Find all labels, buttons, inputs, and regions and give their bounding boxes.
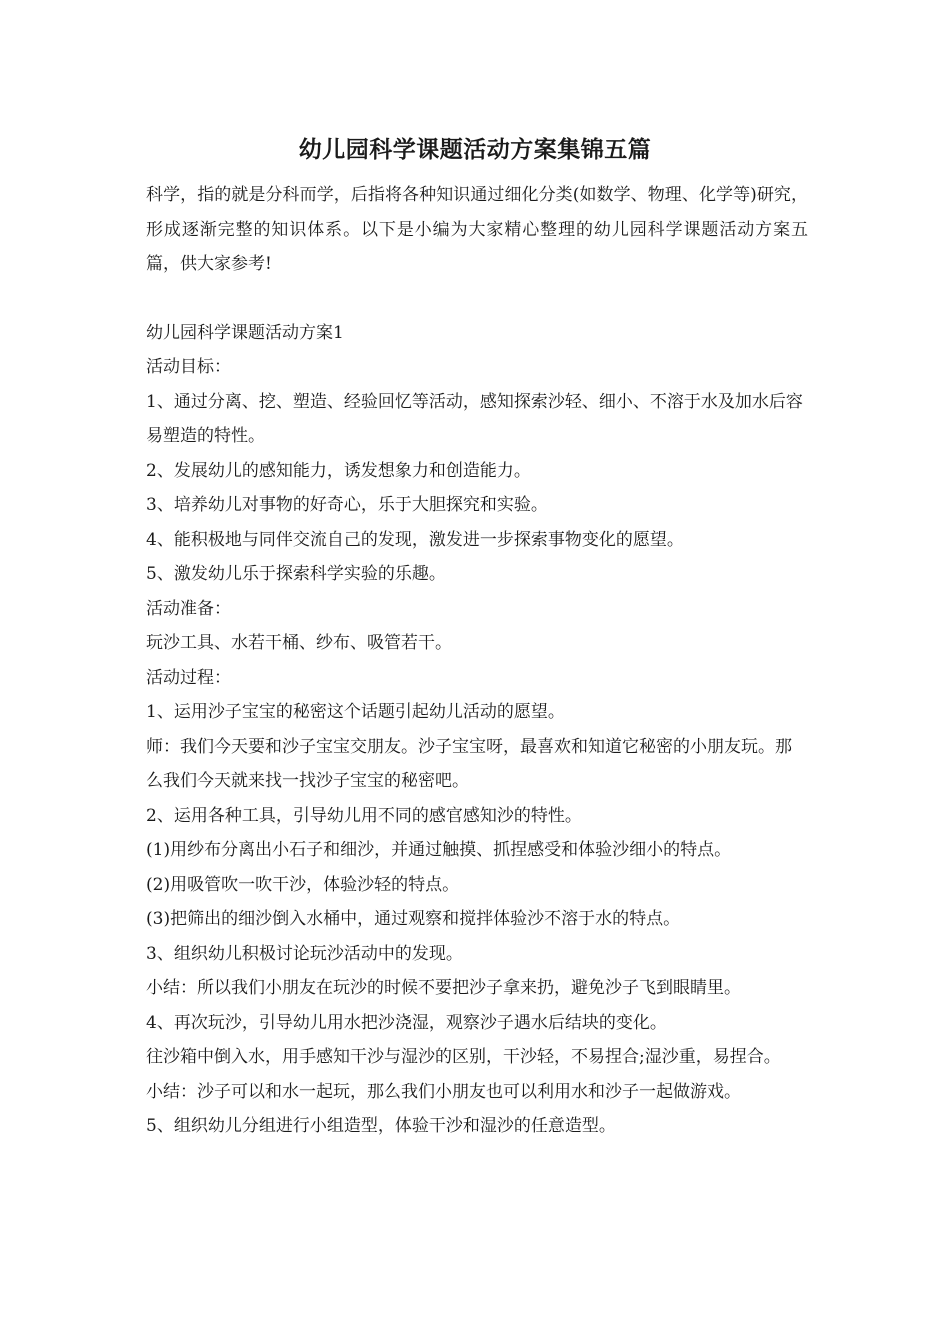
paragraph: 3、组织幼儿积极讨论玩沙活动中的发现。 — [146, 943, 463, 964]
section-heading: 幼儿园科学课题活动方案1 — [146, 322, 344, 343]
paragraph: 4、能积极地与同伴交流自己的发现，激发进一步探索事物变化的愿望。 — [146, 529, 684, 550]
paragraph: (3)把筛出的细沙倒入水桶中，通过观察和搅拌体验沙不溶于水的特点。 — [146, 909, 681, 929]
paragraph: 3、培养幼儿对事物的好奇心，乐于大胆探究和实验。 — [146, 495, 548, 515]
intro-paragraph: 科学，指的就是分科而学，后指将各种知识通过细化分类(如数学、物理、化学等)研究，形成逐渐完整的知识体系。以下是小编为大家精心整理的幼儿园科学课题活动方案五篇，供大家参考! — [146, 185, 808, 274]
document-title: 幼儿园科学课题活动方案集锦五篇 — [298, 136, 652, 163]
paragraph: 往沙箱中倒入水，用手感知干沙与湿沙的区别，干沙轻，不易捏合;湿沙重，易捏合。 — [146, 1047, 781, 1067]
document-body — [146, 178, 808, 1144]
paragraph-spacer — [146, 282, 808, 316]
subheading-goals: 活动目标： — [146, 357, 231, 377]
paragraph: 玩沙工具、水若干桶、纱布、吸管若干。 — [146, 633, 452, 653]
paragraph: 5、激发幼儿乐于探索科学实验的乐趣。 — [146, 564, 446, 584]
paragraph: 小结：沙子可以和水一起玩，那么我们小朋友也可以利用水和沙子一起做游戏。 — [146, 1081, 741, 1102]
paragraph: 5、组织幼儿分组进行小组造型，体验干沙和湿沙的任意造型。 — [146, 1116, 616, 1136]
paragraph: (1)用纱布分离出小石子和细沙，并通过触摸、抓捏感受和体验沙细小的特点。 — [146, 840, 732, 860]
paragraph: 2、发展幼儿的感知能力，诱发想象力和创造能力。 — [146, 460, 531, 481]
paragraph: 1、运用沙子宝宝的秘密这个话题引起幼儿活动的愿望。 — [146, 702, 565, 722]
paragraph: 2、运用各种工具，引导幼儿用不同的感官感知沙的特性。 — [146, 805, 582, 826]
paragraph: 小结：所以我们小朋友在玩沙的时候不要把沙子拿来扔，避免沙子飞到眼睛里。 — [146, 978, 741, 998]
subheading-preparation: 活动准备： — [146, 598, 231, 619]
paragraph: 师：我们今天要和沙子宝宝交朋友。沙子宝宝呀，最喜欢和知道它秘密的小朋友玩。那么我们今天就来找一找沙子宝宝的秘密吧。 — [146, 736, 792, 791]
subheading-process: 活动过程： — [146, 667, 231, 688]
paragraph: 4、再次玩沙，引导幼儿用水把沙浇湿，观察沙子遇水后结块的变化。 — [146, 1012, 667, 1033]
paragraph: (2)用吸管吹一吹干沙，体验沙轻的特点。 — [146, 874, 460, 895]
paragraph: 1、通过分离、挖、塑造、经验回忆等活动，感知探索沙轻、细小、不溶于水及加水后容易塑造的特性。 — [146, 391, 803, 446]
